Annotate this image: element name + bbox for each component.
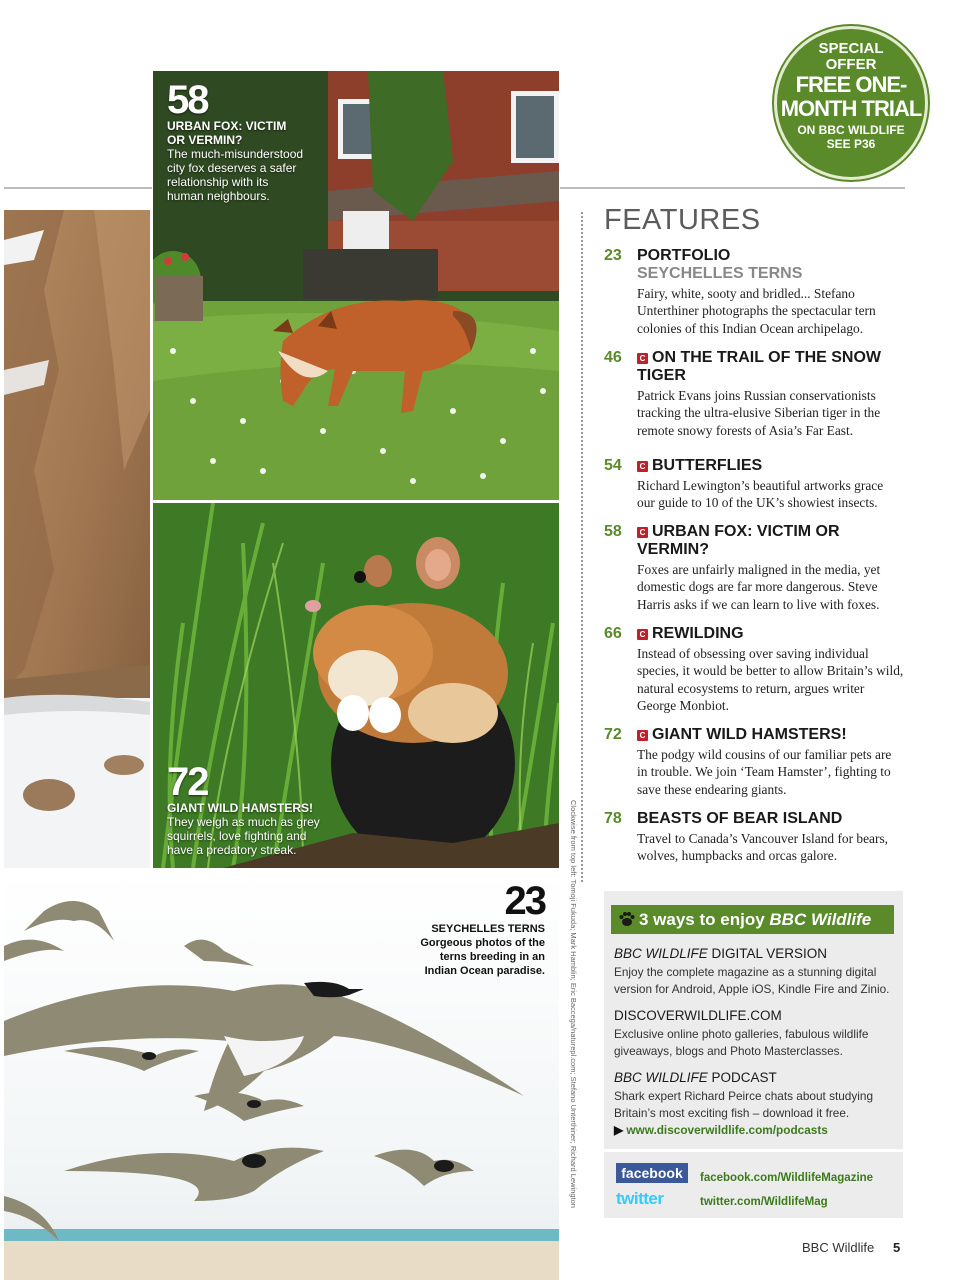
digital-desc: Enjoy the complete magazine as a stunning digital version for Android, Apple iOS, Kindle Fire and Zinio. [614,965,890,996]
ways-heading-bar [611,905,894,934]
podcast-item[interactable] [614,1070,899,1137]
column-divider [581,212,583,882]
ways-heading: 3 ways to enjoy [639,910,770,929]
fox-title-line2: OR VERMIN? [167,133,243,147]
fox-page-number: 58 [167,78,208,122]
facebook-logo[interactable]: facebook [616,1163,688,1183]
feature-item[interactable] [604,247,904,337]
hamster-title: GIANT WILD HAMSTERS! [167,801,313,815]
feature-page-number: 54 [604,457,622,474]
feature-title-row [637,247,904,265]
ways-heading-brand: BBC Wildlife [769,910,872,929]
badge-line5: ON BBC WILDLIFE [797,123,905,137]
photo-credit [566,800,580,1220]
feature-item[interactable] [604,349,904,439]
feature-item[interactable] [604,625,904,714]
feature-title: BEASTS OF BEAR ISLAND [637,810,843,827]
fox-desc-line1: The much-misunderstood [167,147,304,161]
badge-line3: FREE ONE- [795,72,907,97]
feature-title-row [637,457,904,475]
twitter-logo[interactable]: twitter [616,1189,664,1208]
hamster-desc-line3: have a predatory streak. [167,843,297,857]
conservation-c-icon: C [637,730,648,741]
hamster-caption [167,760,337,857]
feature-title: URBAN FOX: VICTIM OR VERMIN? [637,523,840,558]
photo-credit-text: Clockwise from top left: Tomoji Fukuda; Mark Hamblin; Eric Baccega/naturepl.com; Stefano Unterthiner; Richard Lewington [569,800,578,1208]
feature-description: Fairy, white, sooty and bridled... Stefano Unterthiner photographs the spectacular tern colonies of this Indian Ocean archipelago. [637,286,876,336]
footer-page-number: 5 [893,1240,901,1255]
hamster-page-number: 72 [167,760,208,804]
feature-page-number: 78 [604,810,622,827]
twitter-link[interactable]: twitter.com/WildlifeMag [700,1196,828,1208]
feature-title-row [637,810,904,828]
feature-description: Richard Lewington’s beautiful artworks grace our guide to 10 of the UK’s showiest insects. [637,478,884,511]
feature-description: Instead of obsessing over saving individual species, it would be better to allow Britain’s wild, natural ecosystems to return, argues writer George Monbiot. [637,646,904,713]
feature-item[interactable] [604,726,904,798]
terns-desc-line3: Indian Ocean paradise. [424,965,545,977]
fox-desc-line2: city fox deserves a safer [167,161,297,175]
feature-page-number: 72 [604,726,622,743]
conservation-c-icon: C [637,461,648,472]
hamster-desc-line2: squirrels, love fighting and [167,829,307,843]
podcast-desc: Shark expert Richard Peirce chats about studying Britain’s most exciting fish – download it free. [614,1089,874,1120]
fox-caption [167,78,327,203]
hamster-desc-line1: They weigh as much as grey [167,815,320,829]
terns-desc-line2: terns breeding in an [439,951,545,963]
terns-desc-line1: Gorgeous photos of the [420,937,545,949]
conservation-c-icon: C [637,629,648,640]
conservation-c-icon: C [637,353,648,364]
terns-page-number: 23 [504,879,545,923]
special-offer-badge[interactable] [774,26,928,180]
badge-line6: SEE P36 [826,137,876,151]
website-item[interactable] [614,1008,899,1060]
feature-title: GIANT WILD HAMSTERS! [652,726,847,743]
digital-head-brand: BBC WILDLIFE [614,946,708,961]
top-rule-left [4,187,152,189]
feature-page-number: 46 [604,349,622,366]
website-head: DISCOVERWILDLIFE.COM [614,1008,782,1023]
conservation-c-icon: C [637,527,648,538]
fox-desc-line4: human neighbours. [167,189,270,203]
badge-line2: OFFER [825,56,877,73]
footer-magazine-name: BBC Wildlife [802,1240,875,1255]
feature-description: The podgy wild cousins of our familiar pets are in trouble. We join ‘Team Hamster’, fighting to save these endearing giants. [637,747,892,797]
feature-description: Patrick Evans joins Russian conservationists tracking the ultra-elusive Siberian tiger in the remote snowy forests of Asia’s Far East. [637,388,881,438]
top-rule-right [560,187,905,189]
feature-page-number: 66 [604,625,622,642]
digital-version-item[interactable] [614,946,899,998]
facebook-link[interactable]: facebook.com/WildlifeMagazine [700,1172,874,1184]
podcast-head-brand: BBC WILDLIFE [614,1070,708,1085]
features-heading: FEATURES [604,204,761,236]
badge-line4: MONTH TRIAL [780,96,922,121]
terns-title: SEYCHELLES TERNS [431,923,545,935]
feature-description: Travel to Canada’s Vancouver Island for bears, wolves, humpbacks and orcas galore. [637,831,889,864]
paw-icon [615,905,639,934]
feature-title: REWILDING [652,625,744,642]
terns-caption [405,880,545,978]
feature-title: BUTTERFLIES [652,457,763,474]
digital-head: DIGITAL VERSION [707,946,828,961]
play-arrow-icon: ▶ [614,1123,624,1137]
feature-page-number: 23 [604,247,622,264]
podcast-head: PODCAST [707,1070,777,1085]
badge-line1: SPECIAL [818,40,884,57]
terns-photo [4,871,559,1280]
hamster-photo [153,503,559,868]
feature-page-number: 58 [604,523,622,540]
rock-photo [4,210,150,868]
feature-title: ON THE TRAIL OF THE SNOW TIGER [637,349,882,384]
feature-title-row [637,726,904,744]
feature-description: Foxes are unfairly maligned in the media, yet domestic dogs are far more dangerous. Steve Harris asks if we can learn to live with foxes. [637,562,881,612]
feature-subtitle: SEYCHELLES TERNS [637,265,803,282]
feature-title-row [637,625,904,643]
feature-title: PORTFOLIO [637,247,731,264]
fox-photo [153,71,559,500]
podcast-link[interactable]: www.discoverwildlife.com/podcasts [626,1123,828,1137]
feature-title-row [637,523,904,559]
feature-item[interactable] [604,457,904,512]
website-desc: Exclusive online photo galleries, fabulous wildlife giveaways, blogs and Photo Masterclasses. [614,1027,869,1058]
fox-desc-line3: relationship with its [167,175,269,189]
fox-title-line1: URBAN FOX: VICTIM [167,119,287,133]
feature-item[interactable] [604,810,904,865]
feature-title-row [637,349,904,385]
feature-item[interactable] [604,523,904,613]
